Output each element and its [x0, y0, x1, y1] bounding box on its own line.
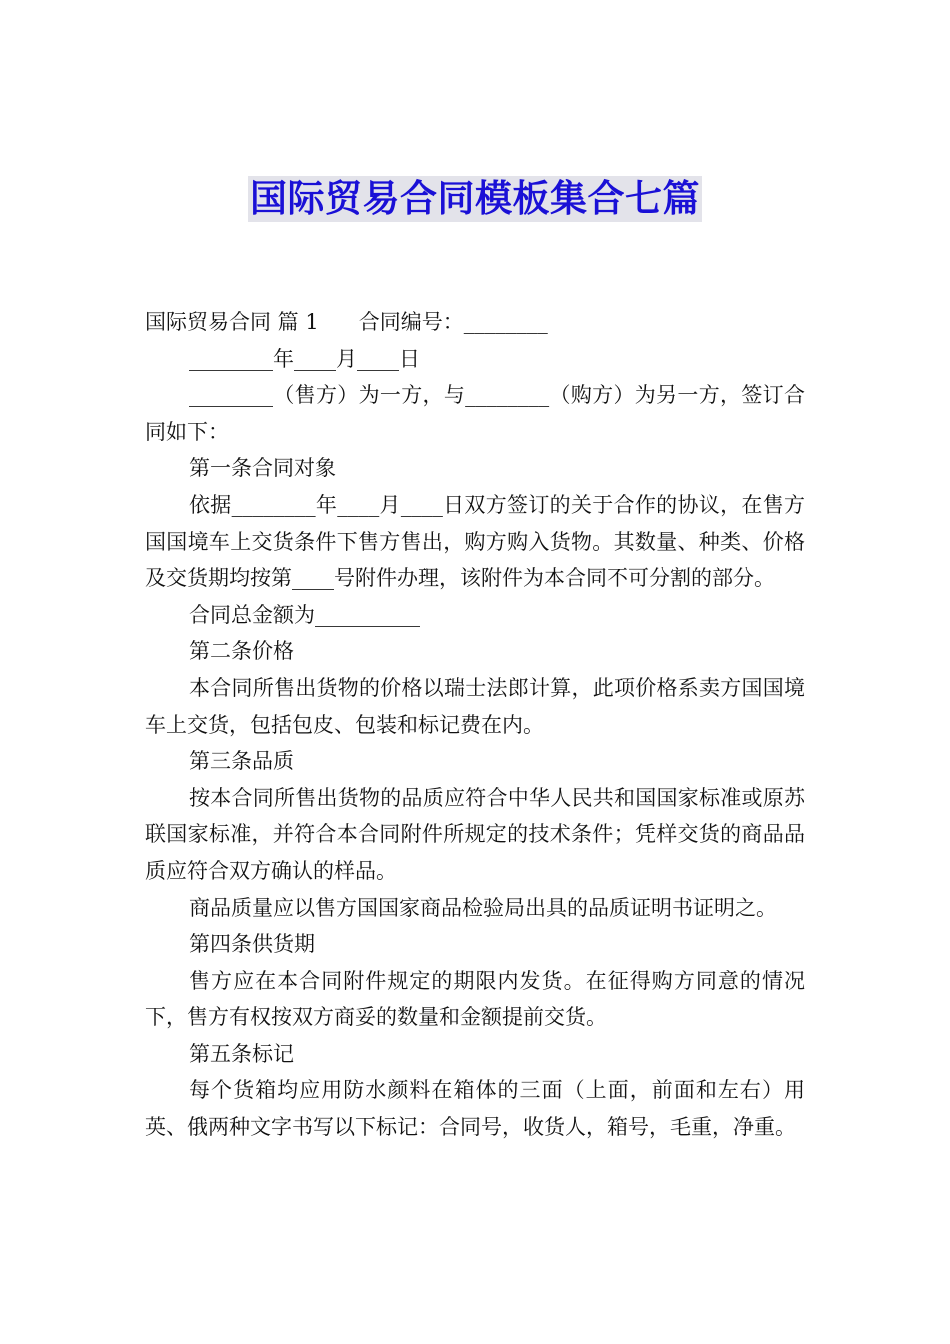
article-2-heading: 第二条价格 — [189, 639, 294, 664]
paragraph-parties: ________（售方）为一方，与________（购方）为另一方，签订合同如下： — [145, 383, 805, 444]
date-line: ________年____月____日 — [189, 346, 420, 371]
paragraph-article-3: 按本合同所售出货物的品质应符合中华人民共和国国家标准或原苏联国家标准，并符合本合同附件所规定的技术条件；凭样交货的商品品质应符合双方确认的样品。 — [145, 785, 805, 883]
paragraph-article-1: 依据________年____月____日双方签订的关于合作的协议，在售方国国境车上交货条件下售方售出，购方购入货物。其数量、种类、价格及交货期均按第____号附件办理，该附件为本合同不可分割的部分。 — [145, 492, 805, 591]
paragraph-article-2: 本合同所售出货物的价格以瑞士法郎计算，此项价格系卖方国国境车上交货，包括包皮、包装和标记费在内。 — [145, 675, 805, 737]
contract-number: 合同编号：________ — [358, 310, 548, 334]
document-body — [145, 304, 805, 1146]
paragraph-article-4: 售方应在本合同附件规定的期限内发货。在征得购方同意的情况下，售方有权按双方商妥的数量和金额提前交货。 — [145, 968, 805, 1030]
contract-heading: 国际贸易合同 篇 1 — [145, 310, 319, 334]
article-5-heading: 第五条标记 — [189, 1041, 294, 1066]
paragraph-article-5: 每个货箱均应用防水颜料在箱体的三面（上面，前面和左右）用英、俄两种文字书写以下标记：合同号，收货人，箱号，毛重，净重。 — [145, 1078, 805, 1140]
title-wrapper — [0, 176, 950, 222]
article-4-heading: 第四条供货期 — [189, 932, 315, 957]
article-1-heading: 第一条合同对象 — [189, 456, 336, 481]
quality-certificate: 商品质量应以售方国国家商品检验局出具的品质证明书证明之。 — [189, 895, 777, 920]
contract-heading-line — [145, 304, 805, 341]
total-amount: 合同总金额为__________ — [189, 602, 420, 627]
document-title: 国际贸易合同模板集合七篇 — [250, 177, 700, 220]
article-3-heading: 第三条品质 — [189, 749, 294, 774]
